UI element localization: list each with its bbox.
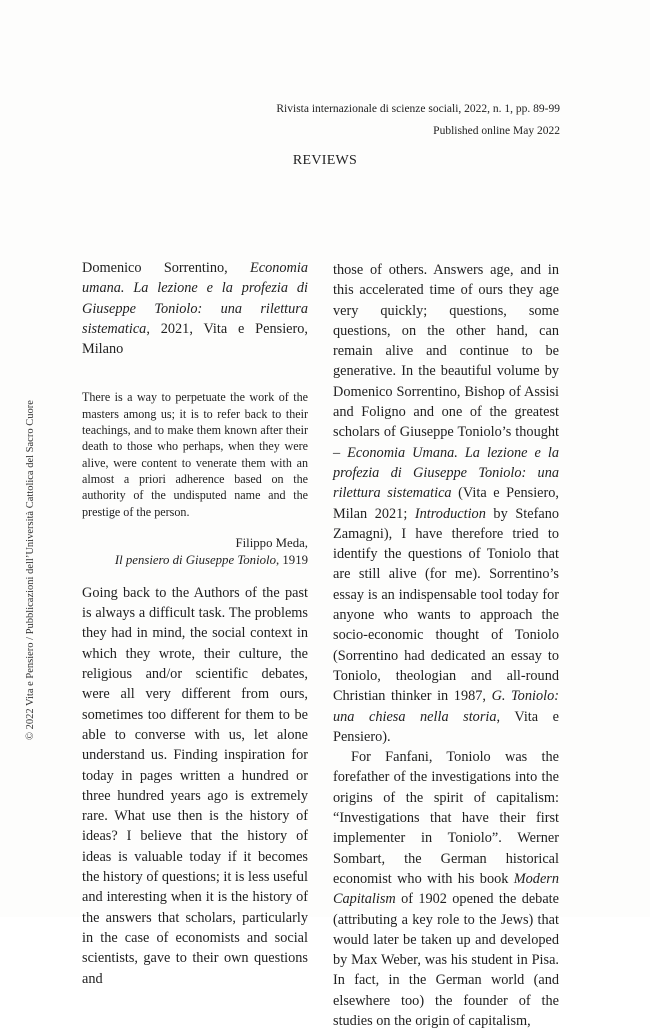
paragraph-text: , Vita e Pensiero). — [333, 708, 559, 745]
body-paragraph-1: Going back to the Authors of the past is always a difficult task. The problems they had in mind, the social context in which they wrote, their culture, the religious and/or scientific debates, were all very different from ours, sometimes too different for them to be able to converse with us, let alone understand us. Finding inspiration for today in pages written a hundred or three hundred years ago is extremely rare. What use then is the history of ideas? I believe that the history of ideas is valuable today if it becomes the history of questions; it is less useful and interesting when it is the history of the answers that scholars, particularly in the case of economists and social scientists, gave to their own questions and — [82, 584, 308, 987]
body-paragraph-3 — [333, 747, 559, 1031]
paragraph-text: by Stefano Zamagni), I have therefore tried to identify the questions of Toniolo that are still alive (for me). Sorrentino’s essay is an indispensable tool today for anyone who wants to approach the socio-economic thought of Toniolo (Sorrentino had dedicated an essay to Toniolo, theologian and all-round Christian thinker in 1987, — [333, 505, 559, 705]
book-author: Domenico Sorrentino, — [82, 260, 251, 276]
italic-book-title: Economia Umana. La lezione e la profezia di Giuseppe Toniolo: una rilettura sistematica — [333, 444, 559, 502]
section-title: REVIEWS — [292, 153, 358, 168]
epigraph-attribution — [82, 535, 308, 569]
paragraph-text: (Vita e Pensiero, Milan 2021; — [333, 485, 559, 522]
left-column — [82, 258, 308, 989]
body-paragraph-2 — [333, 260, 559, 747]
right-column — [333, 260, 559, 1031]
epigraph-author: Filippo Meda, — [235, 535, 308, 550]
italic-book-title: G. Toniolo: una chiesa nella storia — [333, 688, 559, 725]
epigraph-source: Il pensiero di Giuseppe Toniolo — [114, 552, 276, 567]
paragraph-text: those of others. Answers age, and in this accelerated time of ours they age very quickly; questions, some questions, on the other hand, can remain alive and continue to be generative. In the beautiful volume by Domenico Sorrentino, Bishop of Assisi and Foligno and one of the greatest scholars of Giuseppe Toniolo’s thought – — [333, 262, 559, 461]
epigraph-quote: There is a way to perpetuate the work of the masters among us; it is to refer back to their teachings, and to make them known after their death to those who perhaps, when they were alive, were content to venerate them with an almost a priori adherence based on the authority of the undisputed name and the prestige of the person. — [82, 390, 308, 519]
paragraph-text: of 1902 opened the debate (attributing a key role to the Jews) that would later be taken up and developed by Max Weber, was his student in Pisa. In fact, in the German world (and elsewhere too) the founder of the studies on the origin of capitalism, — [333, 891, 559, 1029]
journal-citation: Rivista internazionale di scienze sociali, 2022, n. 1, pp. 89-99 — [276, 103, 560, 115]
book-title: Economia umana. La lezione e la profezia di Giuseppe Toniolo: una rilettura sistematica — [82, 260, 308, 337]
italic-book-title: Modern Capitalism — [333, 870, 559, 908]
epigraph-year: , 1919 — [276, 552, 308, 567]
publication-date: Published online May 2022 — [433, 125, 560, 137]
italic-term: Introduction — [414, 505, 486, 522]
paragraph-text: For Fanfani, Toniolo was the forefather of the investigations into the origins of the spirit of capitalism: “Investigations that have their first implementer in Toniolo”. Werner Sombart, the German historical economist who with his book — [333, 749, 559, 887]
review-bibliographic-entry — [82, 258, 308, 359]
copyright-notice: © 2022 Vita e Pensiero / Pubblicazioni dell’Università Cattolica del Sacro Cuore — [25, 400, 36, 740]
book-publication-details: , 2021, Vita e Pensiero, Milano — [82, 320, 308, 358]
